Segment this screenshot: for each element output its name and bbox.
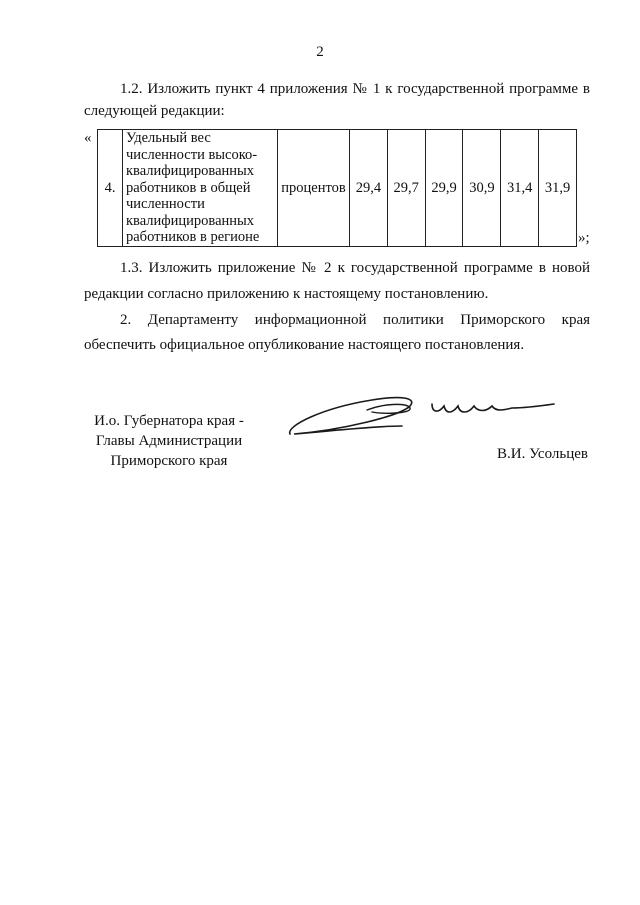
page-number: 2 <box>316 44 324 60</box>
unit-cell: процентов <box>278 130 350 247</box>
indicator-line: численности высоко- <box>126 146 258 163</box>
paragraph-1-3-continuation: редакции согласно приложению к настоящему постановлению. <box>84 286 489 302</box>
paragraph-2: 2. Департаменту информационной политики Приморского края <box>120 312 590 328</box>
paragraph-1-2-continuation: следующей редакции: <box>84 103 225 119</box>
paragraph-2-continuation: обеспечить официальное опубликование настоящего постановления. <box>84 337 525 353</box>
value-cell: 30,9 <box>463 130 501 247</box>
signatory-title-line: И.о. Губернатора края - <box>94 413 244 429</box>
indicator-line: Удельный вес <box>126 130 211 147</box>
signatory-name: В.И. Усольцев <box>497 446 588 462</box>
indicator-line: работников в регионе <box>126 229 260 246</box>
indicator-line: квалифицированных <box>126 163 255 180</box>
indicator-line: численности <box>126 196 205 213</box>
row-number-cell: 4. <box>98 130 123 247</box>
signatory-title-line: Главы Администрации <box>95 433 243 449</box>
value-cell: 31,9 <box>539 130 577 247</box>
closing-quote: »; <box>578 230 590 246</box>
table-row <box>98 130 577 247</box>
paragraph-1-2: 1.2. Изложить пункт 4 приложения № 1 к государственной программе в <box>120 81 590 97</box>
paragraph-1-3: 1.3. Изложить приложение № 2 к государственной программе в новой <box>120 260 590 276</box>
value-cell: 29,7 <box>387 130 425 247</box>
value-cell: 31,4 <box>501 130 539 247</box>
indicator-line: квалифицированных <box>126 212 255 229</box>
value-cell: 29,4 <box>350 130 388 247</box>
indicator-line: работников в общей <box>126 179 251 196</box>
signatory-title-line: Приморского края <box>110 453 228 469</box>
value-cell: 29,9 <box>425 130 463 247</box>
opening-quote: « <box>84 130 92 146</box>
indicator-name-cell <box>123 130 278 247</box>
amendment-table <box>97 129 577 247</box>
signatory-title <box>84 411 254 471</box>
handwritten-signature <box>282 386 562 442</box>
